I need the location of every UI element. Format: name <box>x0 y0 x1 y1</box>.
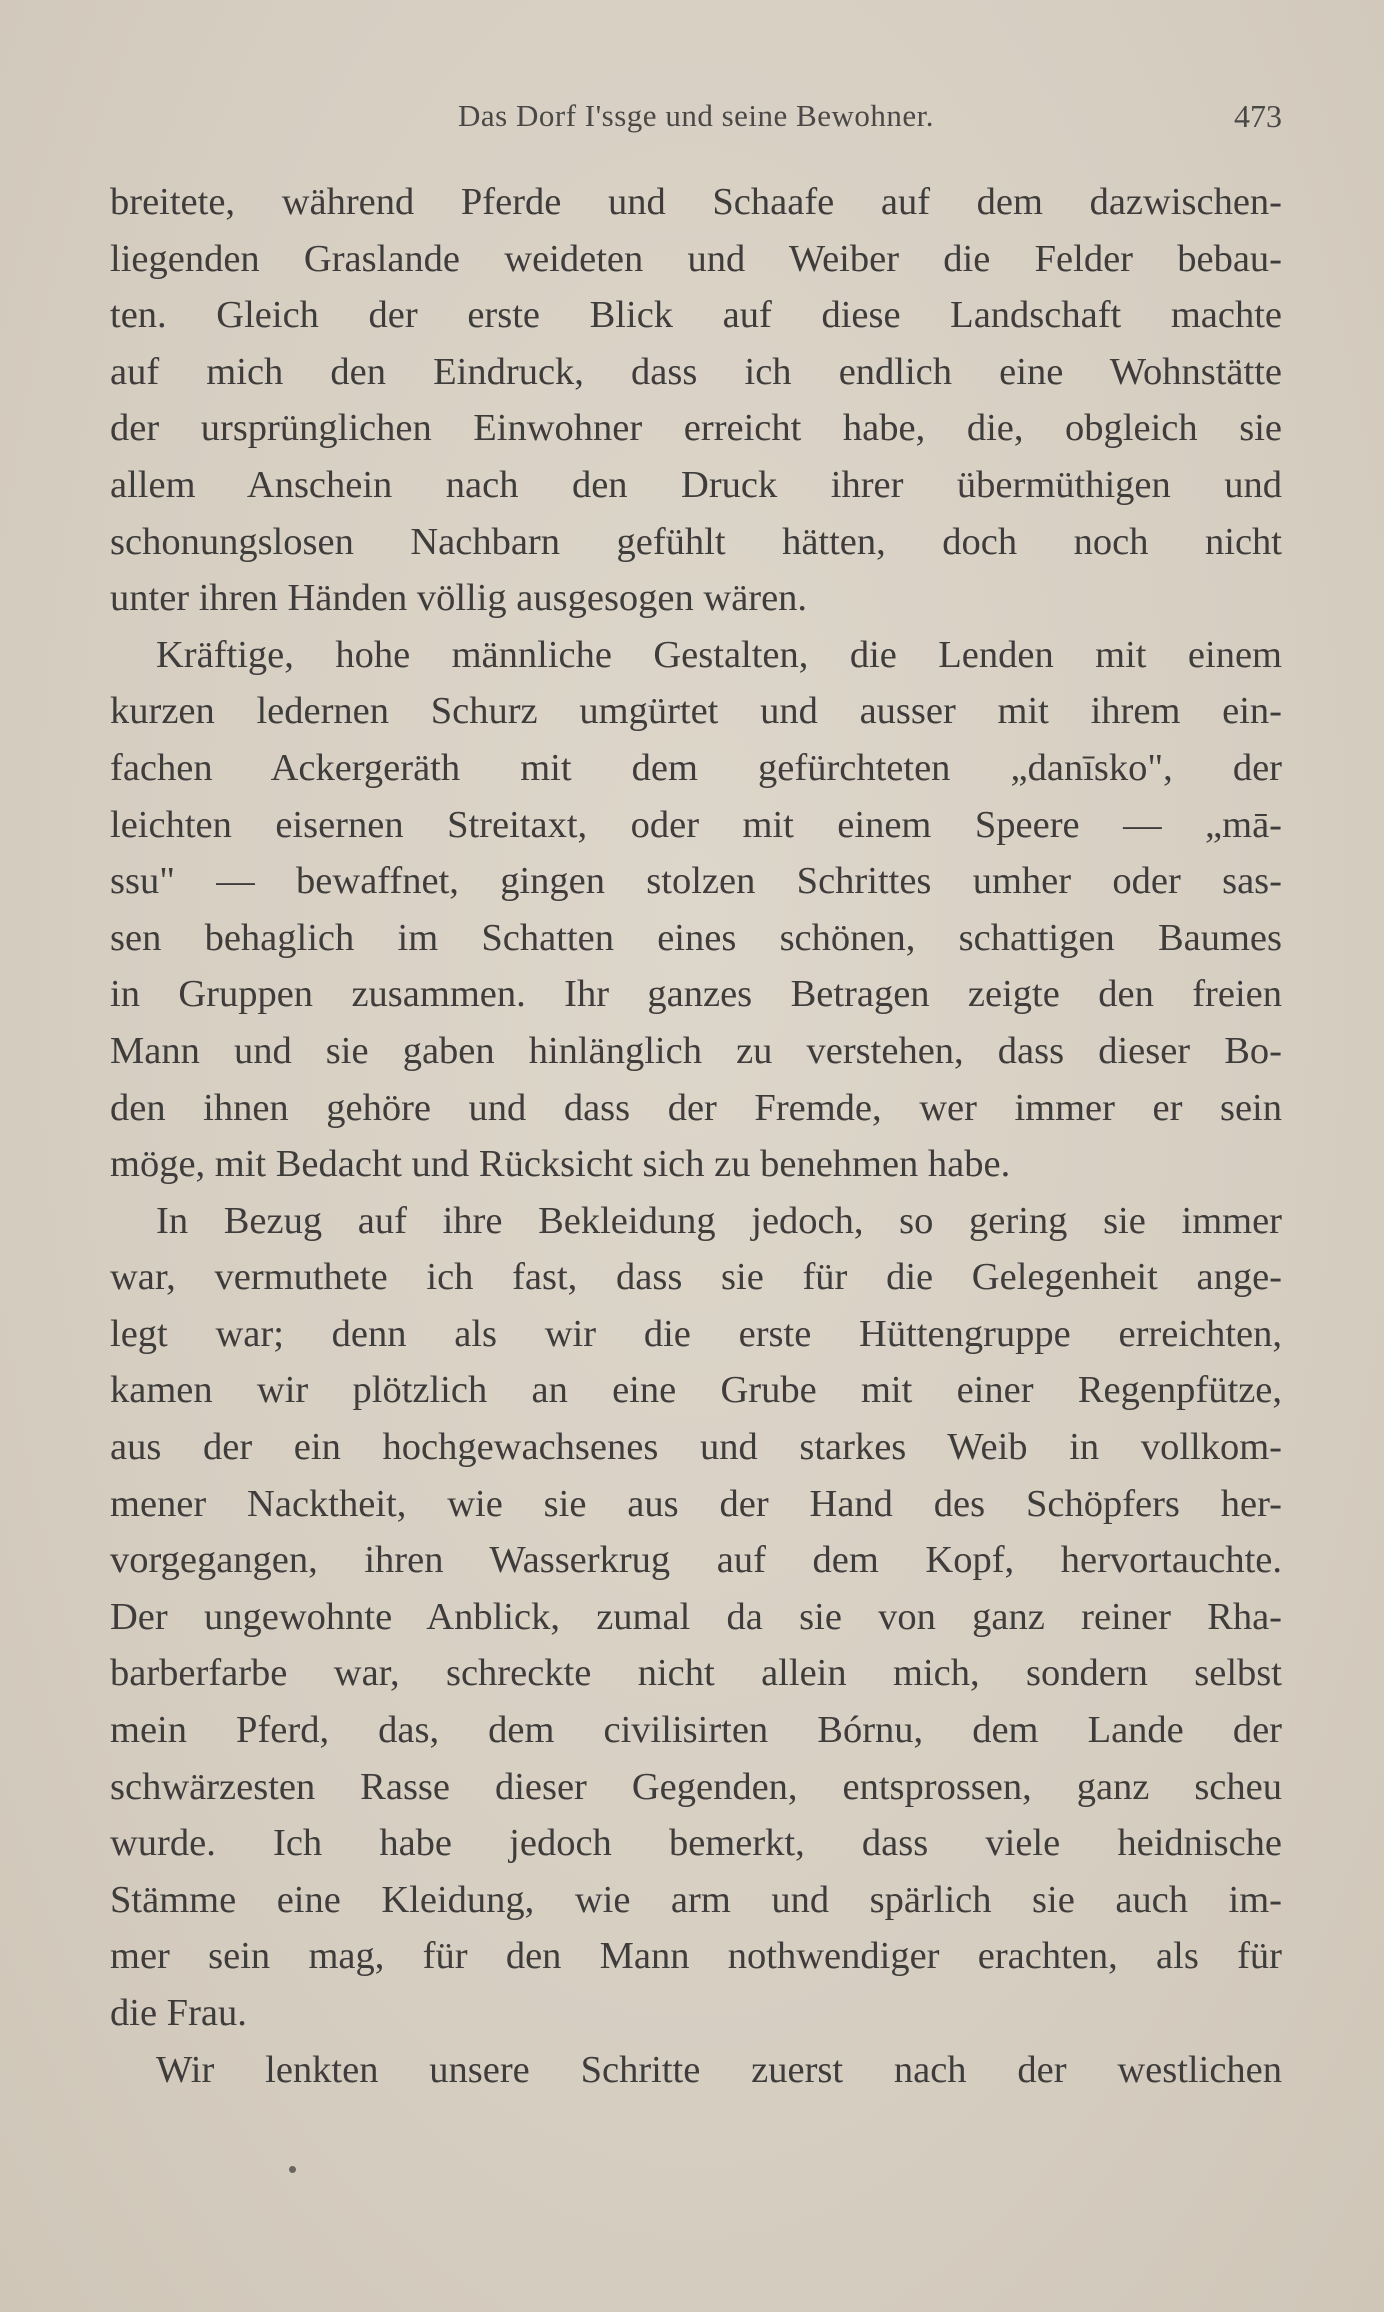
text-line: die Frau. <box>110 1992 247 2034</box>
text-line: ten. Gleich der erste Blick auf diese Landschaft machte <box>110 294 1282 337</box>
text-line: auf mich den Eindruck, dass ich endlich eine Wohnstätte <box>110 350 1282 393</box>
text-line: kurzen ledernen Schurz umgürtet und ausser mit ihrem ein- <box>110 690 1282 733</box>
text-line: aus der ein hochgewachsenes und starkes Weib in vollkom- <box>110 1426 1282 1469</box>
text-line: Stämme eine Kleidung, wie arm und spärlich sie auch im- <box>110 1878 1282 1921</box>
text-line: vorgegangen, ihren Wasserkrug auf dem Kopf, hervortauchte. <box>110 1539 1282 1582</box>
text-line: mer sein mag, für den Mann nothwendiger erachten, als für <box>110 1935 1282 1978</box>
text-line: legt war; denn als wir die erste Hüttengruppe erreichten, <box>110 1312 1282 1355</box>
text-line: In Bezug auf ihre Bekleidung jedoch, so gering sie immer <box>156 1199 1282 1242</box>
text-line: Mann und sie gaben hinlänglich zu verstehen, dass dieser Bo- <box>110 1029 1282 1072</box>
text-line: mener Nacktheit, wie sie aus der Hand des Schöpfers her- <box>110 1482 1282 1525</box>
text-line: sen behaglich im Schatten eines schönen, schattigen Baumes <box>110 916 1282 959</box>
text-line: war, vermuthete ich fast, dass sie für die Gelegenheit ange- <box>110 1256 1282 1299</box>
text-line: wurde. Ich habe jedoch bemerkt, dass viele heidnische <box>110 1822 1282 1865</box>
text-line: kamen wir plötzlich an eine Grube mit einer Regenpfütze, <box>110 1369 1282 1412</box>
text-line: Kräftige, hohe männliche Gestalten, die Lenden mit einem <box>156 633 1282 676</box>
text-line: leichten eisernen Streitaxt, oder mit einem Speere — „mā- <box>110 803 1282 846</box>
text-line: barberfarbe war, schreckte nicht allein mich, sondern selbst <box>110 1652 1282 1695</box>
page-number: 473 <box>1234 98 1282 134</box>
text-line: breitete, während Pferde und Schaafe auf dem dazwischen- <box>110 181 1282 223</box>
text-line: fachen Ackergeräth mit dem gefürchteten „danīsko", der <box>110 746 1282 789</box>
ink-speck <box>289 2166 296 2173</box>
text-line: schonungslosen Nachbarn gefühlt hätten, doch noch nicht <box>110 520 1282 563</box>
text-line: ssu" — bewaffnet, gingen stolzen Schrittes umher oder sas- <box>110 860 1282 903</box>
text-line: schwärzesten Rasse dieser Gegenden, entsprossen, ganz scheu <box>110 1765 1282 1808</box>
text-line: Der ungewohnte Anblick, zumal da sie von ganz reiner Rha- <box>110 1595 1282 1638</box>
text-line: möge, mit Bedacht und Rücksicht sich zu benehmen habe. <box>110 1143 1011 1186</box>
text-line: in Gruppen zusammen. Ihr ganzes Betragen zeigte den freien <box>110 973 1282 1016</box>
text-line: mein Pferd, das, dem civilisirten Bórnu, dem Lande der <box>110 1709 1282 1752</box>
text-line: liegenden Graslande weideten und Weiber die Felder bebau- <box>110 237 1282 280</box>
text-line: der ursprünglichen Einwohner erreicht habe, die, obgleich sie <box>110 407 1282 450</box>
text-line: allem Anschein nach den Druck ihrer übermüthigen und <box>110 463 1282 506</box>
running-head <box>110 98 1282 148</box>
text-line: den ihnen gehöre und dass der Fremde, wer immer er sein <box>110 1086 1282 1129</box>
body-text <box>110 174 1282 2098</box>
running-title: Das Dorf I'ssge und seine Bewohner. <box>458 98 934 133</box>
text-line: unter ihren Händen völlig ausgesogen wären. <box>110 577 808 620</box>
text-line: Wir lenkten unsere Schritte zuerst nach der westlichen <box>156 2048 1282 2091</box>
